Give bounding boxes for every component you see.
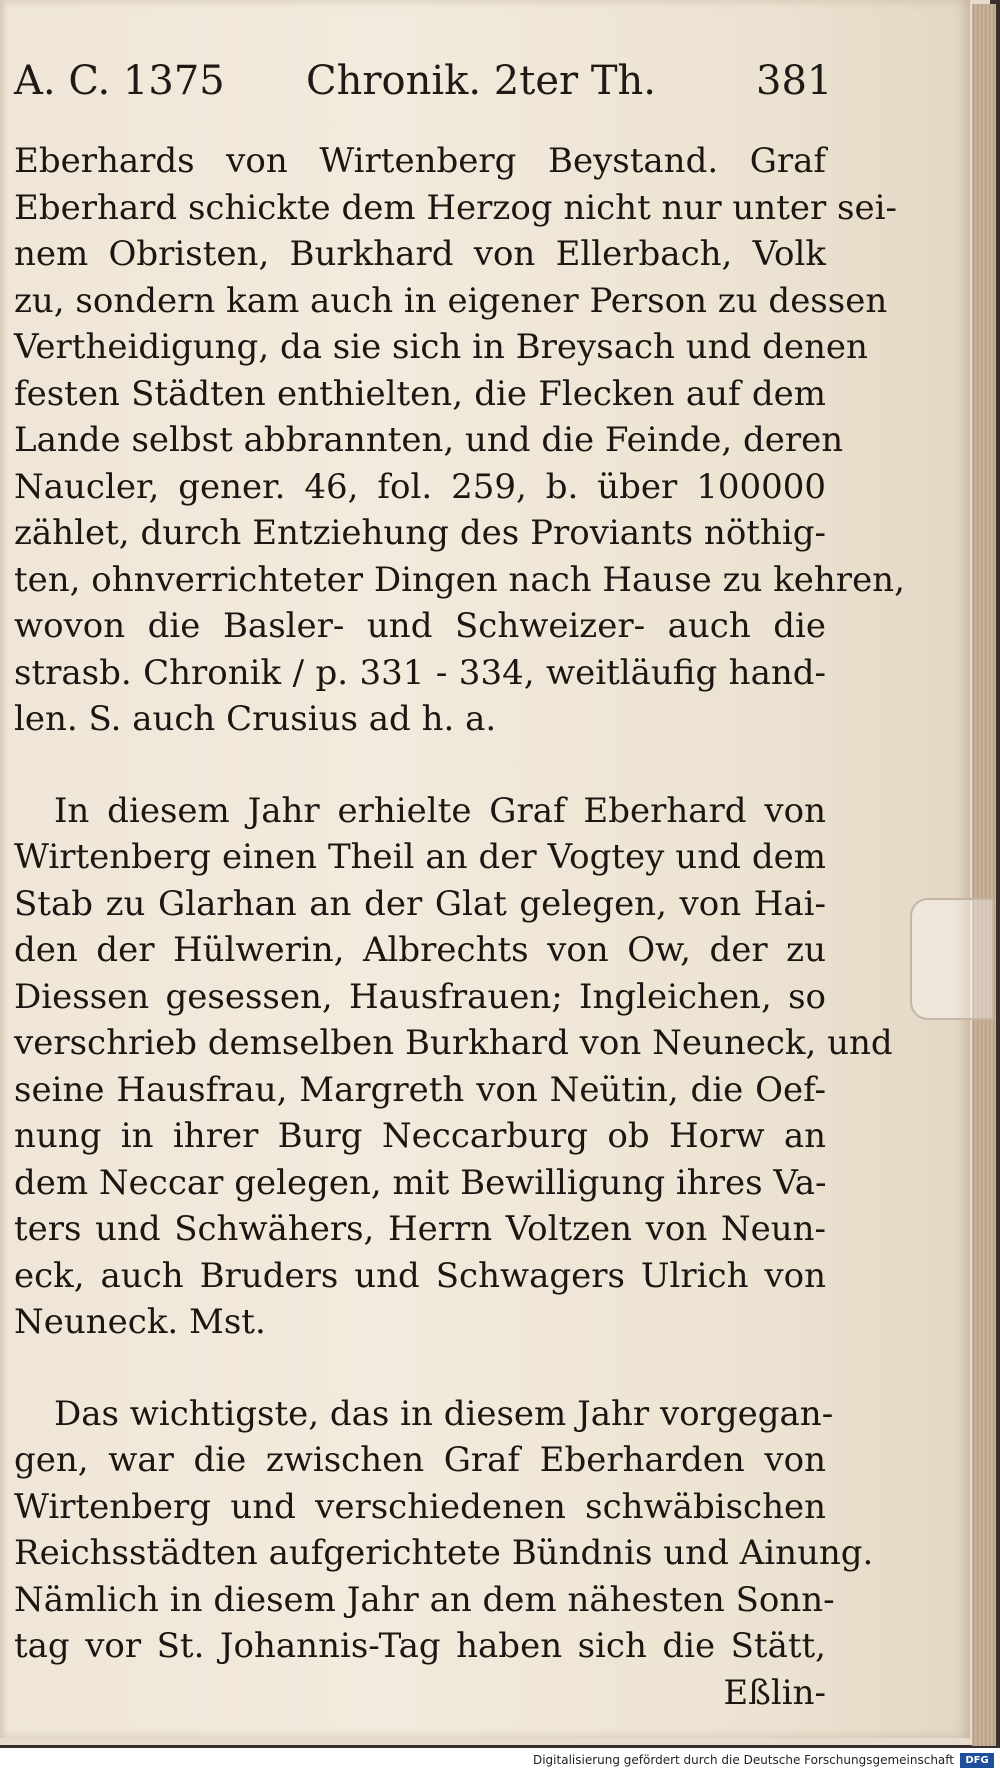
text-line: In diesem Jahr erhielte Graf Eberhard von [54, 790, 826, 831]
text-line: strasb. Chronik / p. 331 - 334, weitläufig hand- [14, 652, 826, 693]
text-line: zu, sondern kam auch in eigener Person zu dessen [14, 280, 888, 321]
text-line: Wirtenberg einen Theil an der Vogtey und dem [14, 837, 826, 877]
book-fore-edge [972, 4, 996, 1746]
text-line: gen, war die zwischen Graf Eberharden von [14, 1440, 826, 1480]
text-line: Eberhard schickte dem Herzog nicht nur unter sei- [14, 187, 897, 228]
text-line: eck, auch Bruders und Schwagers Ulrich von [14, 1255, 826, 1296]
text-line: Neuneck. Mst. [14, 1302, 266, 1342]
text-line: Diessen gesessen, Hausfrauen; Ingleichen, so [14, 976, 826, 1017]
paragraph-2 [14, 788, 893, 1346]
text-line: verschrieb demselben Burkhard von Neuneck, und [14, 1023, 893, 1063]
paragraph-1 [14, 138, 905, 743]
body-text [14, 138, 905, 1716]
text-line: Eberhards von Wirtenberg Beystand. Graf [14, 141, 826, 181]
text-line: den der Hülwerin, Albrechts von Ow, der zu [14, 930, 826, 970]
text-line: Lande selbst abbrannten, und die Feinde, deren [14, 420, 844, 460]
text-line: ten, ohnverrichteter Dingen nach Hause zu kehren, [14, 559, 905, 600]
text-line: Stab zu Glarhan an der Glat gelegen, von Hai- [14, 883, 826, 924]
text-line: nem Obristen, Burkhard von Ellerbach, Volk [14, 234, 826, 274]
text-line: seine Hausfrau, Margreth von Neütin, die Oef- [14, 1069, 826, 1110]
gutter-shadow [0, 0, 8, 1738]
running-header [14, 58, 834, 114]
text-line: Nämlich in diesem Jahr an dem nähesten Sonn- [14, 1579, 835, 1620]
text-line: len. S. auch Crusius ad h. a. [14, 699, 497, 739]
catchword: Eßlin- [723, 1672, 826, 1713]
text-line: ters und Schwähers, Herrn Voltzen von Neun- [14, 1209, 826, 1249]
digitization-footer [0, 1748, 1000, 1773]
funding-credit: Digitalisierung gefördert durch die Deutsche Forschungsgemeinschaft [532, 1753, 954, 1767]
text-line: Wirtenberg und verschiedenen schwäbischen [14, 1486, 826, 1527]
text-line: zählet, durch Entziehung des Proviants nöthig- [14, 513, 826, 553]
header-year: A. C. 1375 [14, 58, 225, 104]
paragraph-3 [14, 1391, 874, 1670]
paragraph-gap [14, 1346, 826, 1391]
page-clip-mark [910, 898, 994, 1020]
text-line: tag vor St. Johannis-Tag haben sich die Stätt, [14, 1626, 826, 1666]
text-line: Das wichtigste, das in diesem Jahr vorgegan- [54, 1393, 834, 1434]
text-line: Naucler, gener. 46, fol. 259, b. über 100000 [14, 466, 826, 507]
paragraph-gap [14, 743, 826, 788]
text-line: dem Neccar gelegen, mit Bewilligung ihres Va- [14, 1162, 827, 1203]
text-line: Vertheidigung, da sie sich in Breysach und denen [14, 327, 868, 367]
text-line: festen Städten enthielten, die Flecken auf dem [14, 373, 826, 414]
page-number: 381 [756, 58, 833, 104]
text-line: wovon die Basler- und Schweizer- auch die [14, 606, 826, 646]
dfg-logo-icon: DFG [960, 1753, 994, 1768]
header-title: Chronik. 2ter Th. [306, 58, 656, 104]
text-line: nung in ihrer Burg Neccarburg ob Horw an [14, 1116, 826, 1156]
text-line: Reichsstädten aufgerichtete Bündnis und Ainung. [14, 1533, 874, 1573]
